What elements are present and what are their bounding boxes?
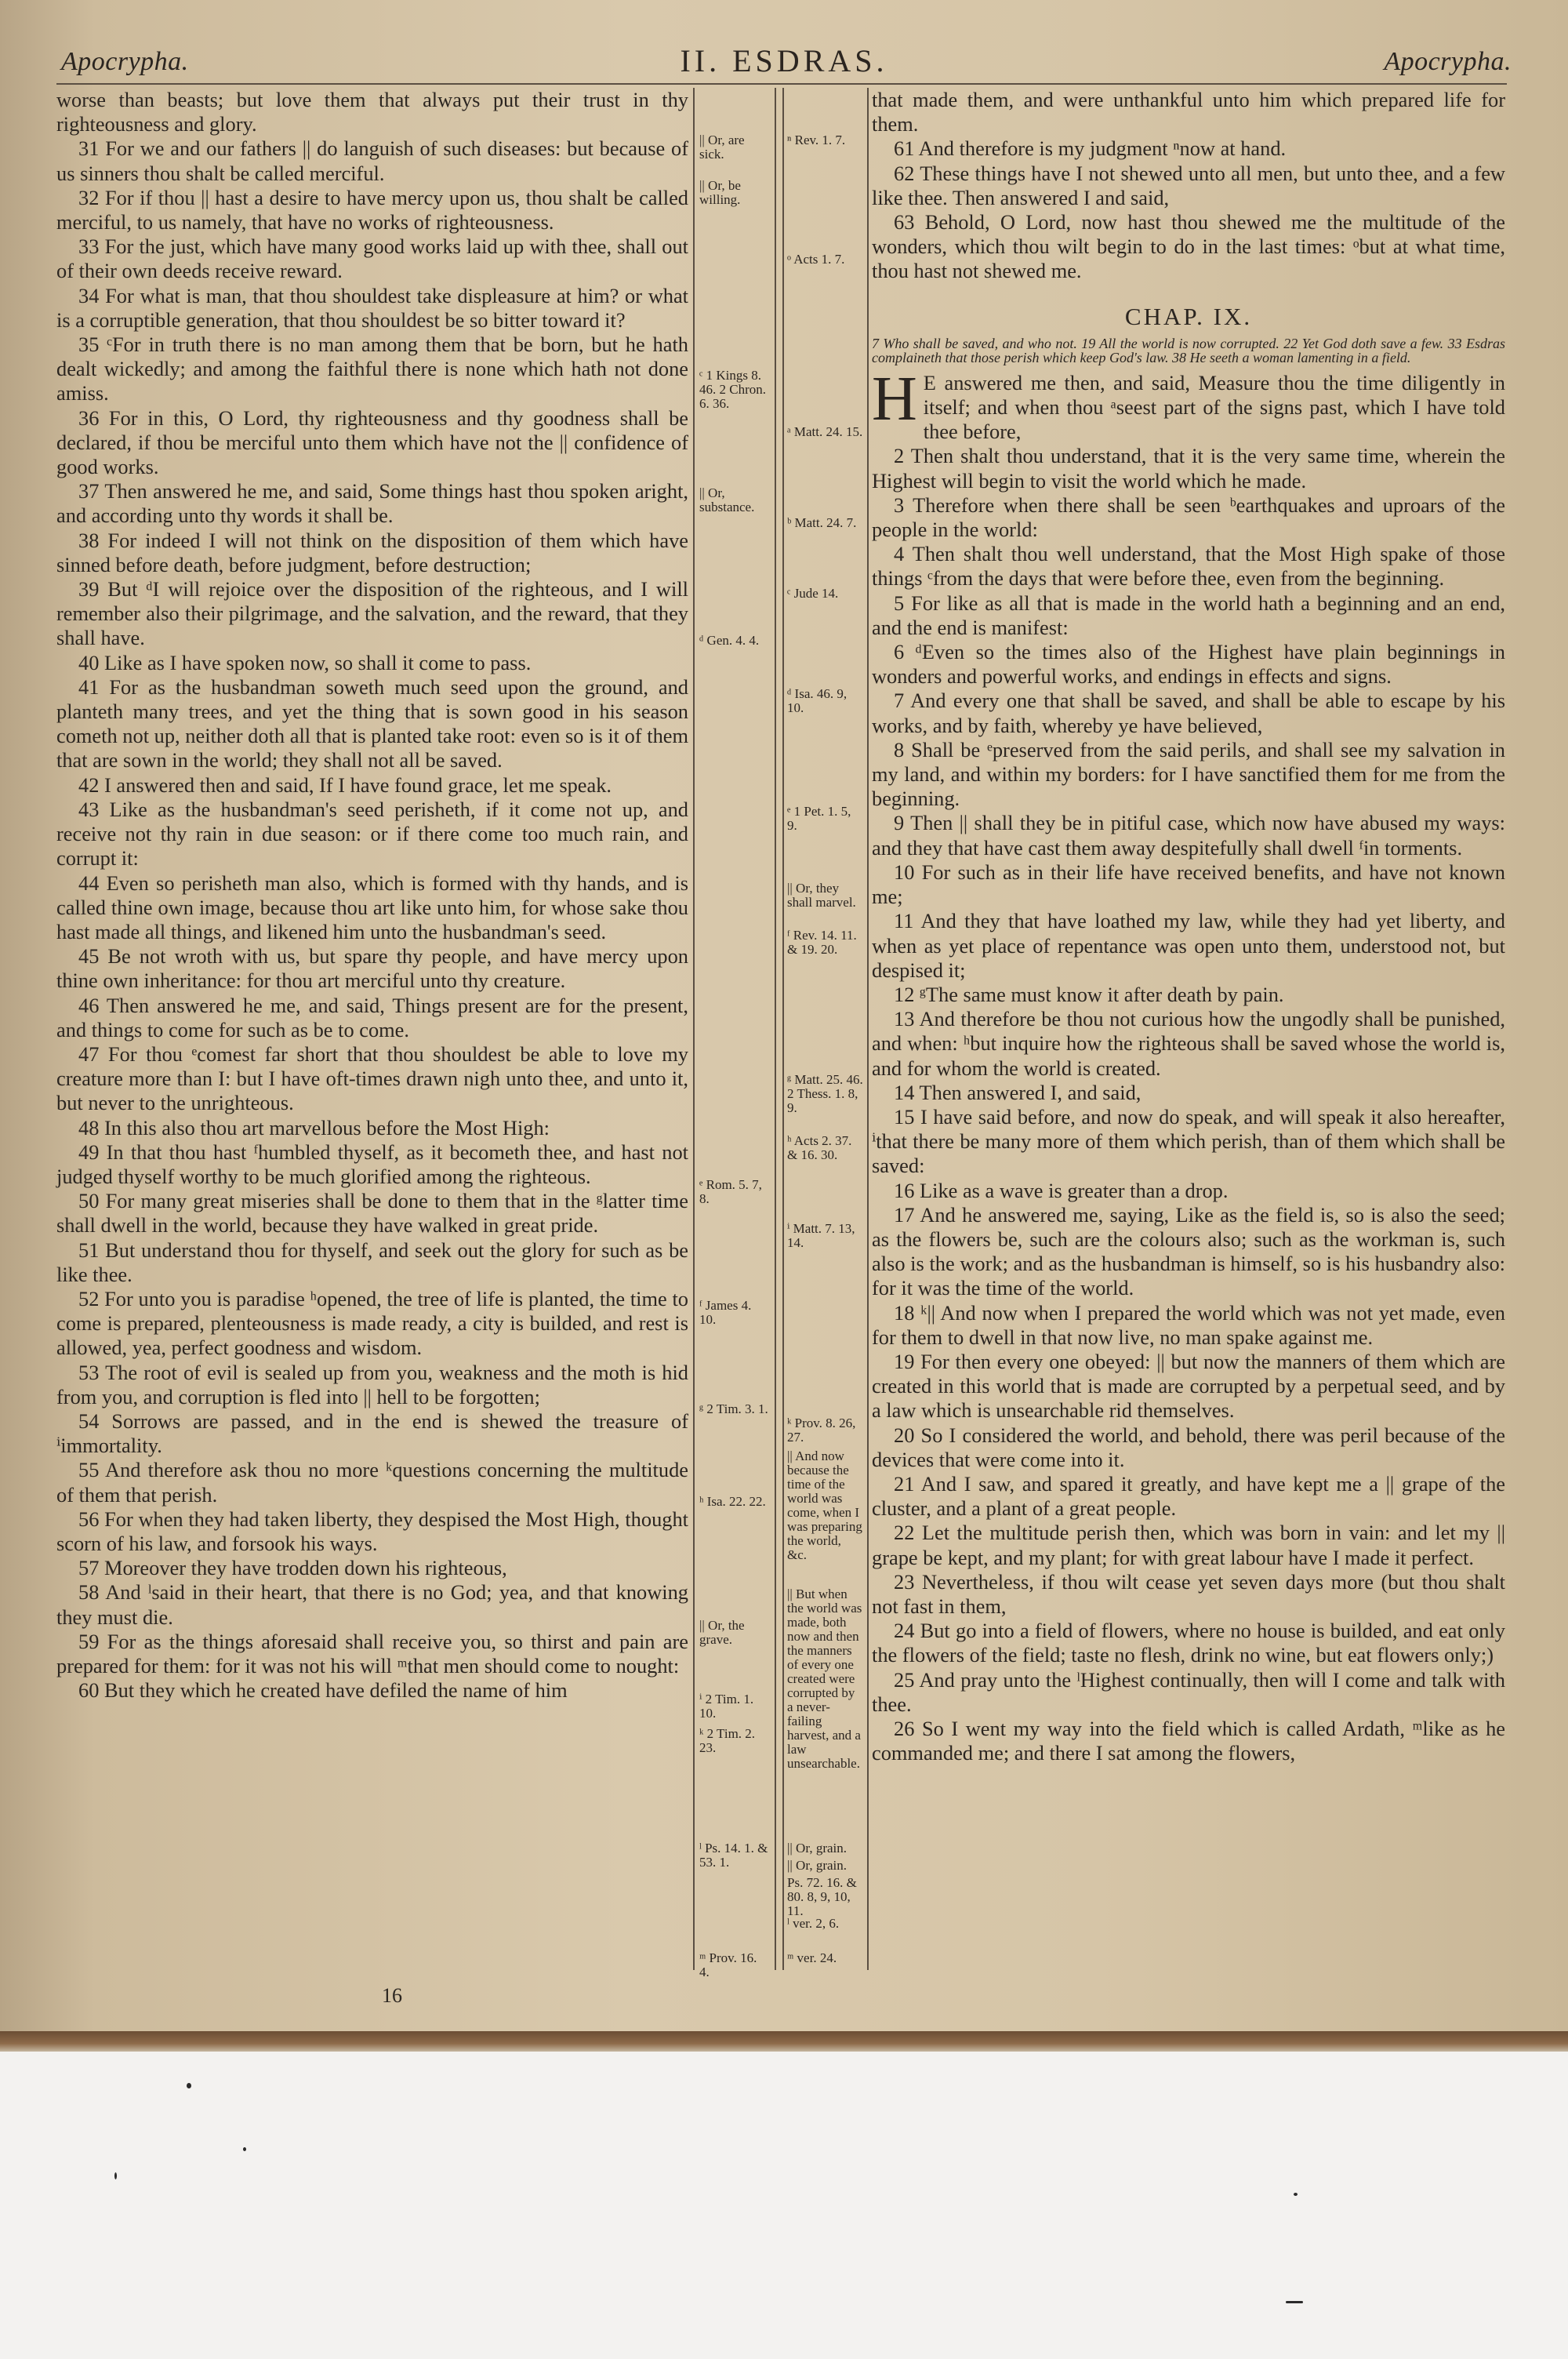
marginal-note: || Or, grain. bbox=[787, 1858, 847, 1873]
chapter-heading: CHAP. IX. bbox=[1124, 302, 1253, 330]
verse-paragraph: 47 For thou ᵉcomest far short that thou shouldest be able to love my creature more than I: but I have oft-times drawn nigh unto thee, and unto it, but never to the unrighteous. bbox=[56, 1041, 688, 1115]
dust-speck bbox=[1294, 2193, 1298, 2196]
marginal-note: ᶜ Jude 14. bbox=[787, 586, 839, 601]
verse-paragraph: 11 And they that have loathed my law, while they had yet liberty, and when as yet place of repentance was open unto them, understood not, but despised it; bbox=[872, 909, 1505, 982]
marginal-note: || Or, are sick. bbox=[699, 133, 745, 162]
marginal-note: ᵃ Matt. 24. 15. bbox=[787, 424, 863, 439]
verse-paragraph: 44 Even so perisheth man also, which is formed with thy hands, and is called thine own image, because thou art like unto him, for whose sake thou hast made all things, and likened him unto the husbandman's seed. bbox=[56, 871, 688, 943]
marginal-note: ᵈ Gen. 4. 4. bbox=[699, 633, 760, 648]
running-header-right: Apocrypha. bbox=[1384, 47, 1512, 76]
marginal-note: ˡ Ps. 14. 1. & 53. 1. bbox=[699, 1841, 768, 1870]
verse-paragraph: 10 For such as in their life have received benefits, and have not known me; bbox=[872, 860, 1505, 909]
verse-paragraph: 51 But understand thou for thyself, and seek out the glory for such as be like thee. bbox=[56, 1238, 688, 1286]
verse-paragraph: 25 And pray unto the ˡHighest continually, then will I come and talk with thee. bbox=[872, 1667, 1505, 1716]
verse-paragraph: 48 In this also thou art marvellous before the Most High: bbox=[78, 1115, 550, 1140]
marginal-note: ⁱ Matt. 7. 13, 14. bbox=[787, 1221, 855, 1250]
verse-paragraph: 20 So I considered the world, and behold, there was peril because of the devices that were come into it. bbox=[872, 1423, 1505, 1471]
marginal-note: || Or, be willing. bbox=[699, 178, 741, 207]
verse-paragraph: 8 Shall be ᵉpreserved from the said perils, and shall see my salvation in my land, and within my borders: for I have sanctified them for me from the beginning. bbox=[872, 737, 1505, 811]
verse-paragraph: 40 Like as I have spoken now, so shall it come to pass. bbox=[78, 650, 532, 674]
verse-paragraph: 50 For many great miseries shall be done to them that in the ᵍlatter time shall dwell in the world, because they have walked in great pride. bbox=[56, 1189, 688, 1238]
verse-paragraph: 45 Be not wroth with us, but spare thy people, and have mercy upon thine own inheritance: for thou art merciful unto thy creature. bbox=[56, 944, 688, 993]
verse-paragraph: 60 But they which he created have defiled the name of him bbox=[78, 1678, 568, 1703]
verse-paragraph: 61 And therefore is my judgment ⁿnow at hand. bbox=[894, 136, 1287, 161]
marginal-note: ᵏ 2 Tim. 2. 23. bbox=[699, 1726, 756, 1755]
verse-paragraph: 5 For like as all that is made in the world hath a beginning and an end, and the end is manifest: bbox=[872, 591, 1505, 639]
marginal-note: ᵇ Matt. 24. 7. bbox=[787, 515, 857, 530]
marginal-note: ᵉ Rom. 5. 7, 8. bbox=[699, 1177, 762, 1206]
verse-paragraph: 18 ᵏ|| And now when I prepared the world which was not yet made, even for them to dwell in that now live, no man spake against me. bbox=[872, 1300, 1505, 1349]
marginal-note: ᵏ Prov. 8. 26, 27. bbox=[787, 1416, 856, 1445]
marginal-note: || Or, substance. bbox=[699, 485, 755, 514]
dust-speck bbox=[243, 2147, 246, 2151]
marginal-note: ᵍ 2 Tim. 3. 1. bbox=[699, 1401, 768, 1416]
marginal-note: || And now because the time of the world was come, when I was preparing the world, &c. bbox=[787, 1448, 862, 1562]
verse-paragraph: 6 ᵈEven so the times also of the Highest have plain beginnings in wonders and powerful works, and endings in effects and signs. bbox=[872, 640, 1505, 689]
verse-paragraph: 49 In that thou hast ᶠhumbled thyself, as it becometh thee, and hast not judged thyself worthy to be much glorified among the righteous. bbox=[56, 1140, 688, 1188]
verse-paragraph: 34 For what is man, that thou shouldest take displeasure at him? or what is a corruptible generation, that thou shouldest be so bitter toward it? bbox=[56, 283, 688, 332]
verse-paragraph: 15 I have said before, and now do speak, and will speak it also hereafter, ⁱthat there be many more of them which perish, than of them which shall be saved: bbox=[872, 1104, 1505, 1178]
margin-rule-right-2 bbox=[867, 88, 869, 1970]
running-header-left: Apocrypha. bbox=[61, 47, 189, 76]
verse-paragraph: 23 Nevertheless, if thou wilt cease yet seven days more (but thou shalt not fast in them, bbox=[872, 1569, 1505, 1618]
verse-paragraph: 16 Like as a wave is greater than a drop. bbox=[894, 1178, 1229, 1202]
verse-paragraph: 17 And he answered me, saying, Like as the field is, so is also the seed; as the flowers be, such are the colours also; such as the workman is, such also is the work; and as the husbandman is himself, so is his husbandry also: for it was the time of the world. bbox=[872, 1202, 1505, 1300]
marginal-note: || Or, the grave. bbox=[699, 1618, 745, 1647]
marginal-note: ˡ ver. 2, 6. bbox=[787, 1916, 840, 1931]
page-number: 16 bbox=[382, 1984, 402, 2007]
verse-paragraph: 58 And ˡsaid in their heart, that there is no God; yea, and that knowing they must die. bbox=[56, 1580, 688, 1629]
left-text-column bbox=[56, 88, 688, 1703]
marginal-note: ᵈ Isa. 46. 9, 10. bbox=[787, 686, 848, 715]
margin-rule-left-1 bbox=[693, 88, 695, 1970]
dust-speck bbox=[114, 2172, 117, 2179]
verse-paragraph: that made them, and were unthankful unto him which prepared life for them. bbox=[872, 88, 1505, 136]
verse-paragraph: 13 And therefore be thou not curious how the ungodly shall be punished, and when: ʰbut inquire how the righteous shall be saved whose the world is, and for whom the world is created. bbox=[872, 1007, 1505, 1080]
dust-speck bbox=[1286, 2301, 1303, 2303]
chapter-opening-paragraph bbox=[872, 364, 1505, 445]
verse-paragraph: 56 For when they had taken liberty, they despised the Most High, thought scorn of his law, and forsook his ways. bbox=[56, 1507, 688, 1555]
verse-paragraph: 57 Moreover they have trodden down his righteous, bbox=[78, 1556, 507, 1580]
verse-paragraph: 42 I answered then and said, If I have found grace, let me speak. bbox=[78, 772, 612, 797]
verse-paragraph: 54 Sorrows are passed, and in the end is shewed the treasure of ⁱimmortality. bbox=[56, 1408, 688, 1458]
verse-paragraph: 38 For indeed I will not think on the disposition of them which have sinned before death, before judgment, before destruction; bbox=[56, 528, 688, 576]
verse-paragraph: 22 Let the multitude perish then, which was born in vain: and let my || grape be kept, and my plant; for with great labour have I made it perfect. bbox=[872, 1521, 1505, 1569]
right-text-column bbox=[872, 88, 1505, 1765]
marginal-note: || Or, they shall marvel. bbox=[787, 881, 856, 910]
verse-paragraph: 46 Then answered he me, and said, Things present are for the present, and things to come for such as be to come. bbox=[56, 993, 688, 1041]
marginal-note: || But when the world was made, both now and then the manners of every one created were corrupted by a never-failing harvest, and a law unsearchable. bbox=[787, 1587, 862, 1771]
verse-paragraph: 52 For unto you is paradise ʰopened, the tree of life is planted, the time to come is prepared, plenteousness is made ready, a city is builded, and rest is allowed, yea, perfect goodness and wisdom. bbox=[56, 1286, 688, 1360]
verse-paragraph: 39 But ᵈI will rejoice over the disposition of the righteous, and I will remember also their pilgrimage, and the salvation, and the reward, that they shall have. bbox=[56, 577, 688, 650]
verse-paragraph: 14 Then answered I, and said, bbox=[894, 1080, 1142, 1104]
marginal-note: ʰ Isa. 22. 22. bbox=[699, 1494, 766, 1509]
marginal-note: ᵒ Acts 1. 7. bbox=[787, 252, 845, 267]
verse-paragraph: 2 Then shalt thou understand, that it is the very same time, wherein the Highest will begin to visit the world which he made. bbox=[872, 444, 1505, 493]
verse-paragraph: 35 ᶜFor in truth there is no man among them that be born, but he hath dealt wickedly; and among the faithful there is none which hath not done amiss. bbox=[56, 333, 688, 405]
verse-paragraph: 33 For the just, which have many good works laid up with thee, shall out of their own deeds receive reward. bbox=[56, 234, 688, 283]
verse-paragraph: worse than beasts; but love them that always put their trust in thy righteousness and glory. bbox=[56, 88, 688, 136]
verse-paragraph: 9 Then || shall they be in pitiful case, which now have abused my ways: and they that have cast them away despitefully shall dwell ᶠin torments. bbox=[872, 811, 1505, 860]
verse-paragraph: 41 For as the husbandman soweth much seed upon the ground, and planteth many trees, and yet the thing that is sown good in his season cometh not up, neither doth all that is planted take root: even so is it of them that are sown in the world; they shall not all be saved. bbox=[56, 674, 688, 772]
verse-paragraph: 55 And therefore ask thou no more ᵏquestions concerning the multitude of them that perish. bbox=[56, 1458, 688, 1507]
verse-paragraph: 21 And I saw, and spared it greatly, and have kept me a || grape of the cluster, and a plant of a great people. bbox=[872, 1471, 1505, 1521]
verse-paragraph: 24 But go into a field of flowers, where no house is builded, and eat only the flowers of the field; taste no flesh, drink no wine, but eat flowers only;) bbox=[872, 1619, 1505, 1667]
marginal-note: ᶠ James 4. 10. bbox=[699, 1298, 752, 1327]
marginal-note: ᵉ 1 Pet. 1. 5, 9. bbox=[787, 804, 851, 833]
verse-paragraph: 12 ᵍThe same must know it after death by pain. bbox=[894, 982, 1284, 1006]
verse-paragraph: 37 Then answered he me, and said, Some things hast thou spoken aright, and according unto thy words it shall be. bbox=[56, 479, 688, 528]
marginal-note: ᶜ 1 Kings 8. 46. 2 Chron. 6. 36. bbox=[699, 368, 766, 411]
verse-paragraph: 53 The root of evil is sealed up from you, weakness and the moth is hid from you, and corruption is fled into || hell to be forgotten; bbox=[56, 1360, 688, 1408]
verse-paragraph: 19 For then every one obeyed: || but now the manners of them which are created in this world that is made are corrupted by a perpetual seed, and by a law which is unsearchable rid themselves. bbox=[872, 1349, 1505, 1423]
chapter-summary: 7 Who shall be saved, and who not. 19 All the world is now corrupted. 22 Yet God doth save a few. 33 Esdras complaineth that those perish which keep God's law. 38 He seeth a woman lamenting in a field. bbox=[872, 335, 1505, 365]
marginal-note: ᵍ Matt. 25. 46. 2 Thess. 1. 8, 9. bbox=[787, 1072, 863, 1115]
verse-paragraph: 62 These things have I not shewed unto all men, but unto thee, and a few like thee. Then answered I and said, bbox=[872, 161, 1505, 209]
margin-rule-right-1 bbox=[782, 88, 784, 1970]
verse-paragraph: 31 For we and our fathers || do languish of such diseases: but because of us sinners thou shalt be called merciful. bbox=[56, 136, 688, 185]
opening-text: E answered me then, and said, Measure thou the time diligently in itself; and when thou ᵃseest part of the signs past, which I have told thee before, bbox=[923, 370, 1505, 444]
marginal-note: ᵐ ver. 24. bbox=[787, 1950, 837, 1965]
marginal-note: ʰ Acts 2. 37. & 16. 30. bbox=[787, 1133, 852, 1162]
verse-paragraph: 3 Therefore when there shall be seen ᵇearthquakes and uproars of the people in the world: bbox=[872, 493, 1505, 542]
verse-paragraph: 7 And every one that shall be saved, and shall be able to escape by his works, and by faith, whereby ye have believed, bbox=[872, 689, 1505, 737]
header-rule bbox=[56, 83, 1507, 85]
verse-paragraph: 63 Behold, O Lord, now hast thou shewed me the multitude of the wonders, which thou wilt begin to do in the last times: ᵒbut at what time, thou hast not shewed me. bbox=[872, 210, 1505, 283]
margin-rule-left-2 bbox=[775, 88, 776, 1970]
verse-paragraph: 36 For in this, O Lord, thy righteousness and thy goodness shall be declared, if thou be merciful unto them which have not the || confidence of good works. bbox=[56, 405, 688, 479]
marginal-note: Ps. 72. 16. & 80. 8, 9, 10, 11. bbox=[787, 1875, 857, 1918]
table-surface bbox=[0, 2052, 1568, 2359]
verse-paragraph: 43 Like as the husbandman's seed perisheth, if it come not up, and receive not thy rain in due season: or if there come too much rain, and corrupt it: bbox=[56, 797, 688, 871]
verse-paragraph: 26 So I went my way into the field which is called Ardath, ᵐlike as he commanded me; and there I sat among the flowers, bbox=[872, 1717, 1505, 1765]
running-header-title: II. ESDRAS. bbox=[680, 43, 888, 78]
marginal-note: || Or, grain. bbox=[787, 1841, 847, 1856]
dust-speck bbox=[187, 2083, 191, 2088]
marginal-note: ᶠ Rev. 14. 11. & 19. 20. bbox=[787, 928, 857, 957]
page-bottom-edge bbox=[0, 2031, 1568, 2052]
marginal-note: ⁿ Rev. 1. 7. bbox=[787, 133, 846, 147]
verse-paragraph: 59 For as the things aforesaid shall receive you, so thirst and pain are prepared for them: for it was not his will ᵐthat men should come to nought: bbox=[56, 1629, 688, 1677]
marginal-note: ⁱ 2 Tim. 1. 10. bbox=[699, 1692, 754, 1721]
verse-paragraph: 4 Then shalt thou well understand, that the Most High spake of those things ᶜfrom the days that were before thee, even from the beginning. bbox=[872, 542, 1505, 591]
verse-paragraph: 32 For if thou || hast a desire to have mercy upon us, thou shalt be called merciful, to us namely, that have no works of righteousness. bbox=[56, 185, 688, 234]
marginal-note: ᵐ Prov. 16. 4. bbox=[699, 1950, 757, 1979]
drop-cap-letter: H bbox=[872, 364, 917, 434]
